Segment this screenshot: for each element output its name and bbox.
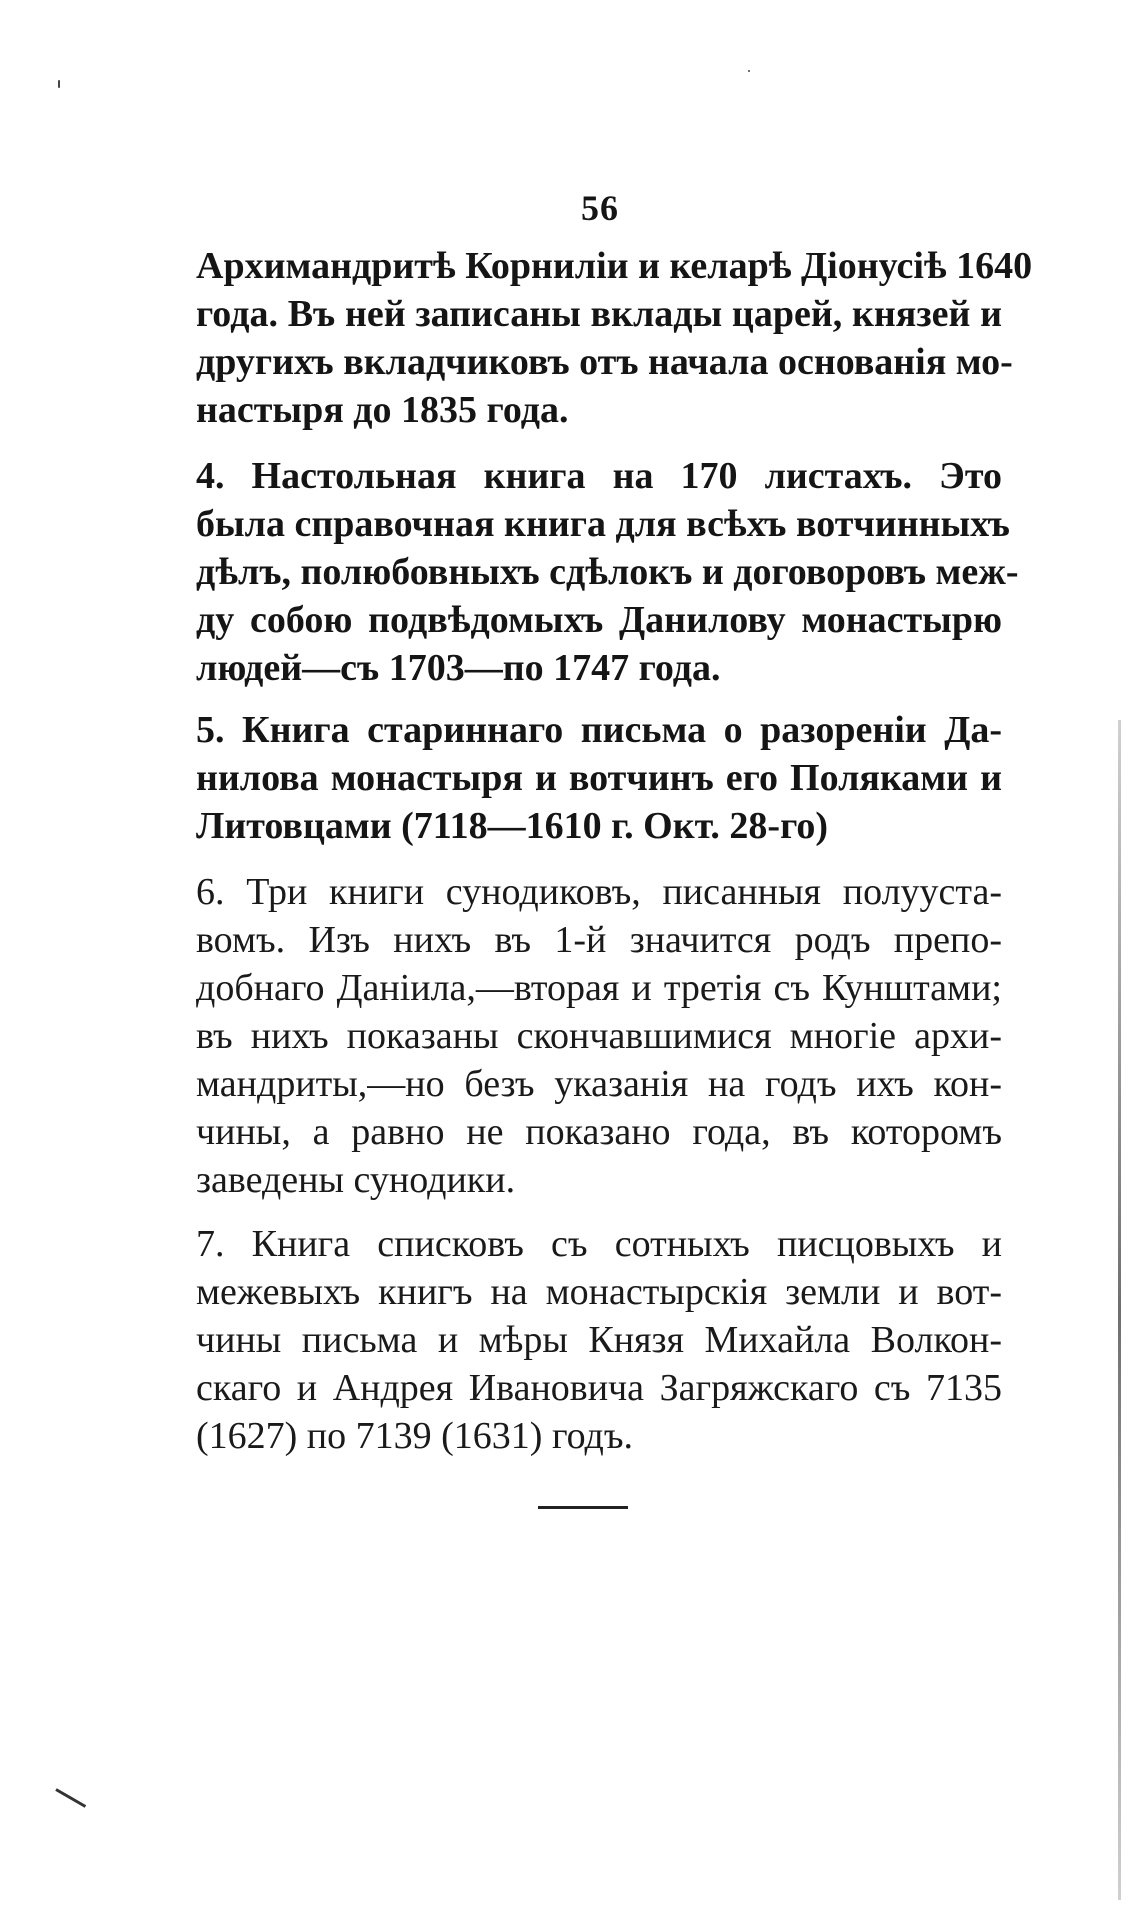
text-line: 6. Три книги сунодиковъ, писанныя полууста- [196,871,1002,913]
paragraph-item-7 [196,1220,1002,1460]
page-number: 56 [581,188,619,228]
text-line: мандриты,—но безъ указанія на годъ ихъ кон- [196,1063,1002,1105]
text-line: дѣлъ, полюбовныхъ сдѣлокъ и договоровъ меж- [196,551,1019,593]
text-line: въ нихъ показаны скончавшимися многіе архи- [196,1015,1002,1057]
scan-speck [58,80,60,88]
section-divider [538,1506,628,1509]
text-line: межевыхъ книгъ на монастырскія земли и вот- [196,1271,1002,1313]
text-line: 4. Настольная книга на 170 листахъ. Это [196,455,1002,497]
text-line: заведены сунодики. [196,1159,516,1201]
text-line: добнаго Даніила,—вторая и третія съ Кунштами; [196,967,1002,1009]
text-line: чины, а равно не показано года, въ которомъ [196,1111,1002,1153]
text-line: Литовцами (7118—1610 г. Окт. 28-го) [196,805,829,847]
text-line: вомъ. Изъ нихъ въ 1-й значится родъ препо- [196,919,1002,961]
text-line: была справочная книга для всѣхъ вотчинныхъ [196,503,1010,545]
text-line: 5. Книга стариннаго письма о разореніи Да- [196,709,1002,751]
paragraph-item-6 [196,868,1002,1204]
page-edge-shadow [1118,720,1121,1900]
paragraph-item-4 [196,452,1019,692]
text-line: (1627) по 7139 (1631) годъ. [196,1415,633,1457]
text-line: настыря до 1835 года. [196,389,569,431]
text-line: года. Въ ней записаны вклады царей, князей и [196,293,1002,335]
text-line: другихъ вкладчиковъ отъ начала основанія мо- [196,341,1013,383]
text-line: ду собою подвѣдомыхъ Данилову монастырю [196,599,1002,641]
text-line: чины письма и мѣры Князя Михайла Волкон- [196,1319,1002,1361]
text-line: скаго и Андрея Ивановича Загряжскаго съ 7135 [196,1367,1002,1409]
scan-speck [748,70,750,72]
paragraph-intro [196,242,1033,434]
text-line: людей—съ 1703—по 1747 года. [196,647,721,689]
text-line: нилова монастыря и вотчинъ его Поляками и [196,757,1002,799]
paragraph-item-5 [196,706,1002,850]
scan-scratch [55,1788,86,1808]
text-line: Архимандритѣ Корниліи и келарѣ Діонусіѣ 1640 [196,245,1033,287]
text-line: 7. Книга списковъ съ сотныхъ писцовыхъ и [196,1223,1002,1265]
